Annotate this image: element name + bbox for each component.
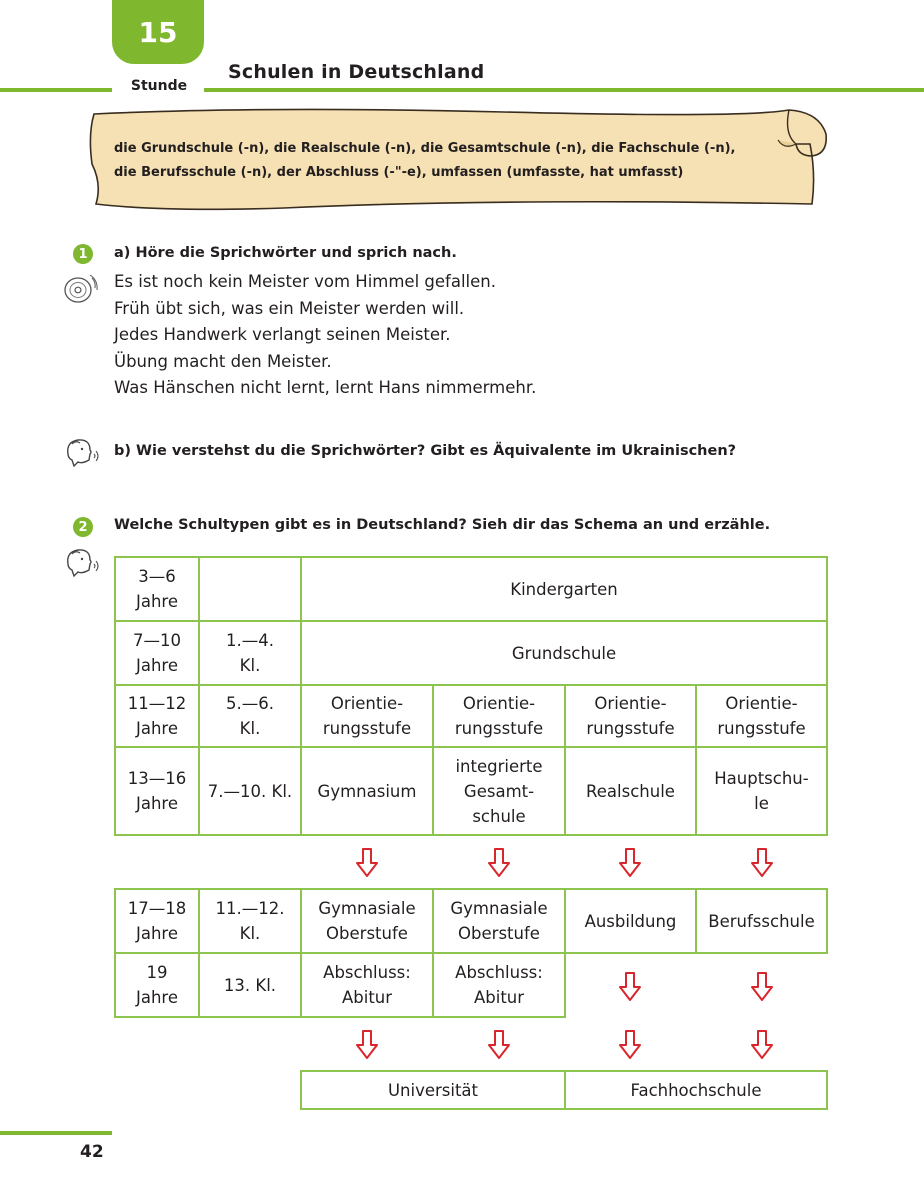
schema-universitaet-cell: Universität bbox=[300, 1070, 566, 1110]
page-number: 42 bbox=[80, 1142, 104, 1162]
schema-grade-cell: 7.—10. Kl. bbox=[198, 746, 302, 836]
schema-age-cell: 13—16 Jahre bbox=[114, 746, 200, 836]
schema-school-cell: Abschluss: Abitur bbox=[300, 952, 434, 1018]
header-rule-right bbox=[204, 88, 924, 92]
schema-age-cell: 3—6 Jahre bbox=[114, 556, 200, 622]
schema-school-cell: Orientie- rungsstufe bbox=[300, 684, 434, 748]
down-arrow-icon bbox=[355, 848, 379, 878]
proverb-2: Früh übt sich, was ein Meister werden will. bbox=[114, 299, 465, 318]
schema-kindergarten-cell: Kindergarten bbox=[300, 556, 828, 622]
exercise-2-task: Welche Schultypen gibt es in Deutschland? Sieh dir das Schema an und erzähle. bbox=[114, 517, 771, 533]
schema-school-cell: Abschluss: Abitur bbox=[432, 952, 566, 1018]
schema-age-cell: 17—18 Jahre bbox=[114, 888, 200, 954]
proverb-3: Jedes Handwerk verlangt seinen Meister. bbox=[114, 325, 451, 344]
lesson-label: Stunde bbox=[130, 78, 188, 94]
schema-grade-cell: 5.—6. Kl. bbox=[198, 684, 302, 748]
exercise-1a-task: a) Höre die Sprichwörter und sprich nach. bbox=[114, 245, 457, 261]
vocabulary-scroll bbox=[84, 104, 834, 216]
down-arrow-icon bbox=[618, 848, 642, 878]
schema-age-cell: 11—12 Jahre bbox=[114, 684, 200, 748]
speaking-head-icon bbox=[62, 436, 102, 470]
down-arrow-icon bbox=[355, 1030, 379, 1060]
vocabulary-line-2: die Berufsschule (-n), der Abschluss (-"-e), umfassen (umfasste, hat umfasst) bbox=[114, 165, 684, 180]
lesson-number-badge: 15 bbox=[112, 0, 204, 64]
footer-rule bbox=[0, 1131, 112, 1135]
page-title: Schulen in Deutschland bbox=[228, 61, 485, 83]
exercise-2-number: 2 bbox=[73, 517, 93, 537]
down-arrow-icon bbox=[487, 848, 511, 878]
speaking-head-icon bbox=[62, 546, 102, 580]
down-arrow-icon bbox=[750, 1030, 774, 1060]
down-arrow-icon bbox=[750, 972, 774, 1002]
proverb-4: Übung macht den Meister. bbox=[114, 352, 332, 371]
proverb-1: Es ist noch kein Meister vom Himmel gefallen. bbox=[114, 272, 496, 291]
schema-age-cell: 19 Jahre bbox=[114, 952, 200, 1018]
schema-school-cell: Gymnasiale Oberstufe bbox=[432, 888, 566, 954]
schema-school-cell: Hauptschu- le bbox=[695, 746, 828, 836]
down-arrow-icon bbox=[750, 848, 774, 878]
schema-school-cell: Gymnasium bbox=[300, 746, 434, 836]
down-arrow-icon bbox=[618, 1030, 642, 1060]
schema-school-cell: Berufsschule bbox=[695, 888, 828, 954]
schema-age-cell: 7—10 Jahre bbox=[114, 620, 200, 686]
schema-school-cell: Orientie- rungsstufe bbox=[564, 684, 697, 748]
schema-fachhochschule-cell: Fachhochschule bbox=[564, 1070, 828, 1110]
schema-school-cell: Gymnasiale Oberstufe bbox=[300, 888, 434, 954]
schema-grundschule-cell: Grundschule bbox=[300, 620, 828, 686]
schema-grade-cell: 1.—4. Kl. bbox=[198, 620, 302, 686]
proverb-5: Was Hänschen nicht lernt, lernt Hans nimmermehr. bbox=[114, 378, 537, 397]
schema-grade-cell: 13. Kl. bbox=[198, 952, 302, 1018]
schema-school-cell: integrierte Gesamt- schule bbox=[432, 746, 566, 836]
schema-school-cell: Orientie- rungsstufe bbox=[695, 684, 828, 748]
exercise-1b-task: b) Wie verstehst du die Sprichwörter? Gibt es Äquivalente im Ukrainischen? bbox=[114, 443, 737, 459]
schema-school-cell: Realschule bbox=[564, 746, 697, 836]
schema-grade-cell: 11.—12. Kl. bbox=[198, 888, 302, 954]
schema-school-cell: Ausbildung bbox=[564, 888, 697, 954]
down-arrow-icon bbox=[618, 972, 642, 1002]
header-rule-left bbox=[0, 88, 112, 92]
vocabulary-line-1: die Grundschule (-n), die Realschule (-n), die Gesamtschule (-n), die Fachschule (-n), bbox=[114, 141, 736, 156]
down-arrow-icon bbox=[487, 1030, 511, 1060]
schema-grade-cell bbox=[198, 556, 302, 622]
audio-disc-icon bbox=[60, 272, 100, 306]
schema-school-cell: Orientie- rungsstufe bbox=[432, 684, 566, 748]
exercise-1-number: 1 bbox=[73, 244, 93, 264]
